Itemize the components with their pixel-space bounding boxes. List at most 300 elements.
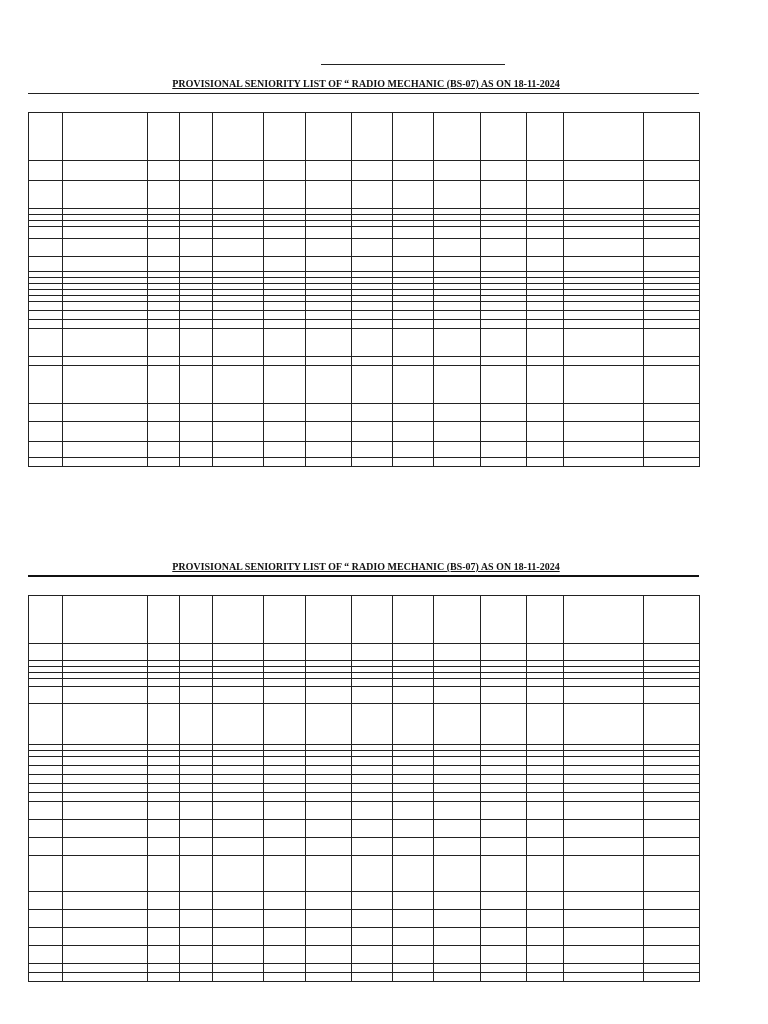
table-row (29, 320, 700, 329)
table-cell (29, 302, 63, 311)
table-header-cell (29, 596, 63, 644)
table-cell (264, 442, 306, 458)
table-cell (264, 784, 306, 793)
table-cell (213, 644, 264, 661)
page-title-1: PROVISIONAL SENIORITY LIST OF “ RADIO MECHANIC (BS-07) AS ON 18-11-2024 (172, 79, 560, 90)
table-cell (564, 404, 644, 422)
table-row (29, 679, 700, 687)
table-cell (306, 973, 352, 982)
table-cell (564, 946, 644, 964)
table-cell (644, 793, 700, 802)
table-cell (393, 181, 434, 209)
table-cell (434, 404, 481, 422)
table-cell (306, 820, 352, 838)
table-cell (63, 946, 148, 964)
table-cell (352, 404, 393, 422)
table-cell (180, 964, 213, 973)
table-cell (213, 227, 264, 239)
table-cell (180, 946, 213, 964)
table-cell (527, 802, 564, 820)
table-cell (564, 161, 644, 181)
table-cell (393, 679, 434, 687)
table-cell (63, 775, 148, 784)
table-row (29, 687, 700, 704)
table-cell (527, 679, 564, 687)
table-cell (29, 239, 63, 257)
table-cell (264, 458, 306, 467)
table-cell (264, 302, 306, 311)
table-cell (527, 644, 564, 661)
table-cell (564, 458, 644, 467)
table-cell (481, 311, 527, 320)
table-cell (564, 227, 644, 239)
table-cell (63, 257, 148, 272)
table-cell (352, 704, 393, 745)
table-cell (29, 856, 63, 892)
table-cell (393, 404, 434, 422)
table-cell (481, 257, 527, 272)
table-header-cell (63, 596, 148, 644)
table-cell (352, 227, 393, 239)
table-cell (527, 946, 564, 964)
table-cell (29, 946, 63, 964)
title-underline-rule-2 (28, 575, 699, 577)
table-cell (63, 458, 148, 467)
table-cell (148, 239, 180, 257)
table-header-cell (564, 596, 644, 644)
table-cell (352, 766, 393, 775)
table-cell (644, 946, 700, 964)
table-cell (180, 366, 213, 404)
table-cell (29, 910, 63, 928)
table-cell (393, 964, 434, 973)
table-cell (180, 928, 213, 946)
table-header-cell (352, 596, 393, 644)
table-cell (63, 838, 148, 856)
table-cell (393, 320, 434, 329)
table-cell (180, 892, 213, 910)
table-cell (306, 366, 352, 404)
table-cell (180, 644, 213, 661)
table-cell (29, 766, 63, 775)
table-cell (306, 357, 352, 366)
table-cell (29, 964, 63, 973)
table-cell (213, 775, 264, 784)
table-cell (434, 366, 481, 404)
table-cell (213, 679, 264, 687)
table-cell (393, 802, 434, 820)
table-cell (527, 928, 564, 946)
table-cell (644, 802, 700, 820)
table-cell (213, 320, 264, 329)
table-cell (148, 820, 180, 838)
table-cell (393, 892, 434, 910)
table-cell (352, 892, 393, 910)
table-row (29, 766, 700, 775)
table-cell (527, 910, 564, 928)
table-cell (393, 227, 434, 239)
table-cell (564, 320, 644, 329)
table-cell (434, 775, 481, 784)
table-cell (306, 320, 352, 329)
table-cell (306, 687, 352, 704)
table-cell (63, 311, 148, 320)
table-cell (434, 802, 481, 820)
table-cell (180, 973, 213, 982)
table-cell (213, 910, 264, 928)
table-row (29, 910, 700, 928)
table-cell (434, 320, 481, 329)
table-cell (264, 838, 306, 856)
table-cell (213, 892, 264, 910)
table-cell (393, 329, 434, 357)
table-cell (63, 687, 148, 704)
table-cell (29, 458, 63, 467)
table-cell (29, 404, 63, 422)
table-cell (306, 802, 352, 820)
table-cell (180, 802, 213, 820)
table-cell (393, 838, 434, 856)
table-cell (564, 766, 644, 775)
table-cell (180, 679, 213, 687)
table-header-cell (564, 113, 644, 161)
table-header-cell (393, 596, 434, 644)
table-row (29, 161, 700, 181)
table-cell (148, 793, 180, 802)
table-cell (63, 757, 148, 766)
table-cell (527, 257, 564, 272)
table-cell (393, 704, 434, 745)
table-cell (306, 946, 352, 964)
table-cell (213, 687, 264, 704)
table-cell (564, 775, 644, 784)
table-cell (29, 687, 63, 704)
table-cell (306, 766, 352, 775)
table-cell (148, 679, 180, 687)
table-row (29, 302, 700, 311)
table-cell (306, 422, 352, 442)
table-cell (264, 404, 306, 422)
table-cell (434, 679, 481, 687)
table-cell (306, 161, 352, 181)
table-cell (564, 357, 644, 366)
table-cell (29, 257, 63, 272)
table-cell (434, 644, 481, 661)
table-cell (644, 302, 700, 311)
table-cell (213, 820, 264, 838)
table-cell (564, 442, 644, 458)
table-cell (564, 964, 644, 973)
table-cell (63, 357, 148, 366)
table-cell (527, 320, 564, 329)
table-cell (63, 910, 148, 928)
table-header-cell (148, 596, 180, 644)
table-cell (352, 239, 393, 257)
table-cell (393, 239, 434, 257)
table-cell (352, 357, 393, 366)
table-cell (148, 973, 180, 982)
table-row (29, 964, 700, 973)
table-cell (180, 302, 213, 311)
table-cell (306, 239, 352, 257)
table-cell (564, 329, 644, 357)
table-cell (434, 311, 481, 320)
table-cell (527, 784, 564, 793)
table-cell (29, 442, 63, 458)
table-cell (63, 820, 148, 838)
table-cell (306, 964, 352, 973)
table-cell (180, 320, 213, 329)
table-cell (29, 366, 63, 404)
table-cell (434, 239, 481, 257)
table-cell (148, 910, 180, 928)
table-cell (481, 820, 527, 838)
table-cell (481, 928, 527, 946)
table-cell (434, 687, 481, 704)
table-cell (264, 946, 306, 964)
table-cell (481, 404, 527, 422)
table-cell (352, 820, 393, 838)
table-row (29, 757, 700, 766)
table-row (29, 775, 700, 784)
table-cell (352, 757, 393, 766)
table-cell (527, 964, 564, 973)
table-cell (213, 161, 264, 181)
table-cell (180, 793, 213, 802)
table-row (29, 357, 700, 366)
table-cell (148, 442, 180, 458)
table-cell (644, 404, 700, 422)
table-cell (481, 784, 527, 793)
table-cell (63, 227, 148, 239)
table-cell (352, 973, 393, 982)
table-row (29, 892, 700, 910)
table-cell (393, 910, 434, 928)
table-row (29, 227, 700, 239)
table-header-cell (213, 596, 264, 644)
table-cell (264, 422, 306, 442)
table-cell (481, 946, 527, 964)
table-cell (180, 404, 213, 422)
table-cell (352, 644, 393, 661)
table-cell (29, 329, 63, 357)
table-cell (352, 838, 393, 856)
table-cell (434, 973, 481, 982)
table-cell (352, 910, 393, 928)
table-cell (148, 757, 180, 766)
table-cell (180, 311, 213, 320)
table-row (29, 973, 700, 982)
table-cell (481, 366, 527, 404)
table-cell (481, 227, 527, 239)
table-cell (63, 784, 148, 793)
table-cell (564, 704, 644, 745)
table-cell (564, 422, 644, 442)
table-cell (393, 442, 434, 458)
table-cell (264, 329, 306, 357)
table-cell (29, 757, 63, 766)
table-cell (306, 892, 352, 910)
table-header-cell (352, 113, 393, 161)
table-cell (644, 227, 700, 239)
table-cell (29, 784, 63, 793)
table-cell (564, 757, 644, 766)
table-cell (481, 973, 527, 982)
table-cell (306, 784, 352, 793)
table-cell (644, 910, 700, 928)
table-cell (434, 257, 481, 272)
table-cell (306, 458, 352, 467)
table-cell (213, 757, 264, 766)
table-cell (29, 161, 63, 181)
table-cell (264, 964, 306, 973)
table-cell (644, 687, 700, 704)
table-cell (481, 239, 527, 257)
table-header-row (29, 596, 700, 644)
table-cell (527, 766, 564, 775)
table-cell (564, 644, 644, 661)
table-row (29, 239, 700, 257)
table-cell (180, 775, 213, 784)
table-row (29, 366, 700, 404)
table-cell (352, 442, 393, 458)
table-cell (352, 181, 393, 209)
table-cell (644, 928, 700, 946)
table-cell (644, 329, 700, 357)
table-header-cell (434, 596, 481, 644)
table-cell (527, 704, 564, 745)
table-cell (527, 357, 564, 366)
table-cell (393, 257, 434, 272)
table-cell (148, 892, 180, 910)
table-cell (644, 784, 700, 793)
table-cell (352, 329, 393, 357)
table-cell (564, 679, 644, 687)
table-row (29, 928, 700, 946)
table-cell (644, 757, 700, 766)
table-cell (481, 181, 527, 209)
table-cell (481, 442, 527, 458)
table-header-cell (434, 113, 481, 161)
table-cell (352, 946, 393, 964)
table-row (29, 820, 700, 838)
table-row (29, 257, 700, 272)
table-cell (527, 302, 564, 311)
table-cell (564, 973, 644, 982)
table-cell (434, 704, 481, 745)
table-cell (644, 964, 700, 973)
table-cell (306, 856, 352, 892)
table-cell (527, 458, 564, 467)
table-header-cell (148, 113, 180, 161)
table-cell (63, 302, 148, 311)
table-cell (393, 766, 434, 775)
table-cell (527, 793, 564, 802)
table-cell (264, 793, 306, 802)
table-cell (264, 311, 306, 320)
table-cell (29, 704, 63, 745)
table-cell (213, 973, 264, 982)
table-cell (306, 928, 352, 946)
table-cell (63, 973, 148, 982)
table-cell (306, 910, 352, 928)
table-cell (148, 838, 180, 856)
table-cell (63, 793, 148, 802)
table-cell (148, 458, 180, 467)
table-cell (148, 784, 180, 793)
table-cell (434, 766, 481, 775)
table-cell (434, 928, 481, 946)
table-cell (434, 442, 481, 458)
table-cell (306, 302, 352, 311)
table-cell (63, 161, 148, 181)
table-cell (213, 239, 264, 257)
title-underline-rule-1 (28, 93, 699, 94)
table-cell (63, 802, 148, 820)
table-cell (264, 366, 306, 404)
table-cell (481, 302, 527, 311)
table-cell (434, 458, 481, 467)
table-cell (644, 775, 700, 784)
table-cell (213, 311, 264, 320)
table-row (29, 946, 700, 964)
table-cell (148, 257, 180, 272)
table-cell (393, 302, 434, 311)
table-cell (264, 227, 306, 239)
table-cell (148, 644, 180, 661)
table-cell (29, 181, 63, 209)
table-cell (352, 775, 393, 784)
table-header-cell (29, 113, 63, 161)
table-cell (527, 775, 564, 784)
table-row (29, 311, 700, 320)
table-cell (644, 820, 700, 838)
table-cell (564, 687, 644, 704)
table-cell (29, 892, 63, 910)
table-cell (306, 227, 352, 239)
table-cell (148, 311, 180, 320)
table-cell (393, 793, 434, 802)
table-cell (148, 161, 180, 181)
table-cell (644, 320, 700, 329)
table-cell (148, 404, 180, 422)
table-header-cell (481, 596, 527, 644)
table-cell (434, 856, 481, 892)
table-cell (644, 181, 700, 209)
table-cell (148, 775, 180, 784)
table-cell (644, 311, 700, 320)
table-cell (213, 422, 264, 442)
table-cell (352, 161, 393, 181)
table-cell (148, 302, 180, 311)
table-cell (527, 973, 564, 982)
table-cell (352, 687, 393, 704)
table-cell (148, 946, 180, 964)
table-cell (564, 802, 644, 820)
table-cell (63, 329, 148, 357)
table-cell (352, 784, 393, 793)
table-cell (527, 239, 564, 257)
table-cell (564, 181, 644, 209)
table-cell (352, 856, 393, 892)
table-cell (180, 239, 213, 257)
table-cell (180, 687, 213, 704)
table-cell (644, 766, 700, 775)
table-cell (644, 257, 700, 272)
table-cell (29, 775, 63, 784)
table-cell (264, 257, 306, 272)
table-cell (306, 757, 352, 766)
